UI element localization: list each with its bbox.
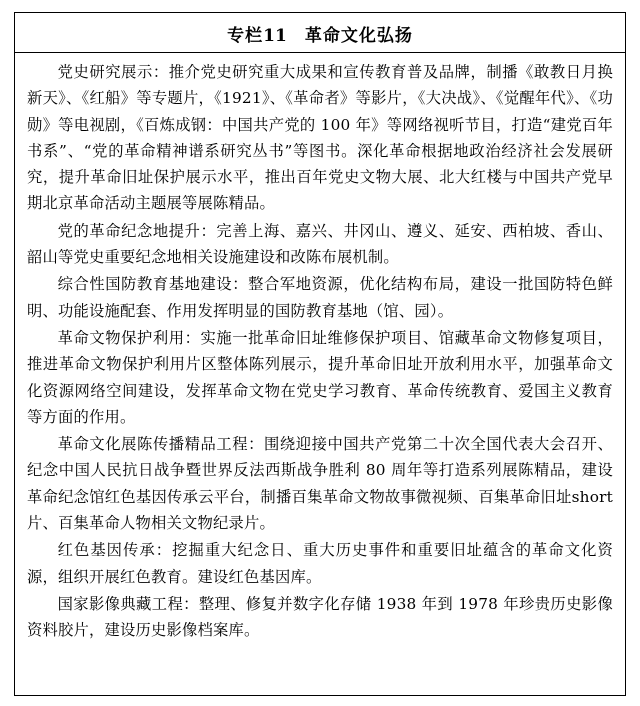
- paragraph: 红色基因传承：挖掘重大纪念日、重大历史事件和重要旧址蕴含的革命文化资源，组织开展红色教育。建设红色基因库。: [27, 541, 613, 586]
- paragraph: 革命文物保护利用：实施一批革命旧址维修保护项目、馆藏革命文物修复项目，推进革命文物保护利用片区整体陈列展示，提升革命旧址开放利用水平，加强革命文化资源网络空间建设，发挥革命文物在党史学习教育、革命传统教育、爱国主义教育等方面的作用。: [27, 328, 613, 426]
- page-title: [15, 13, 625, 52]
- column-box: [14, 12, 626, 696]
- title-number: 11: [263, 26, 287, 46]
- paragraph: 革命文化展陈传播精品工程：围绕迎接中国共产党第二十次全国代表大会召开、纪念中国人民抗日战争暨世界反法西斯战争胜利 80 周年等打造系列展陈精品，建设革命纪念馆红色基因传承云平台，制播百集革命文物故事微视频、百集革命旧址short片、百集革命人物相关文物纪录片。: [27, 435, 613, 533]
- paragraph: 综合性国防教育基地建设：整合军地资源，优化结构布局，建设一批国防特色鲜明、功能设施配套、作用发挥明显的国防教育基地（馆、园）。: [27, 275, 613, 320]
- paragraph: 党史研究展示：推介党史研究重大成果和宣传教育普及品牌，制播《敢教日月换新天》、《红船》等专题片，《1921》、《革命者》等影片，《大决战》、《觉醒年代》、《功勋》等电视剧，《百炼成钢：中国共产党的 100 年》等网络视听节目，打造“建党百年书系”、“党的革命精神谱系研究丛书”等图书。深化革命根据地政治经济社会发展研究，提升革命旧址保护展示水平，推出百年党史文物大展、北大红楼与中国共产党早期北京革命活动主题展等展陈精品。: [27, 63, 613, 213]
- title-prefix: 专栏: [227, 26, 264, 46]
- paragraph: 国家影像典藏工程：整理、修复并数字化存储 1938 年到 1978 年珍贵历史影像资料胶片，建设历史影像档案库。: [27, 594, 613, 640]
- paragraph: 党的革命纪念地提升：完善上海、嘉兴、井冈山、遵义、延安、西柏坡、香山、韶山等党史重要纪念地相关设施建设和改陈布展机制。: [27, 221, 613, 267]
- title-text: 革命文化弘扬: [304, 26, 413, 46]
- body-content: [15, 53, 625, 644]
